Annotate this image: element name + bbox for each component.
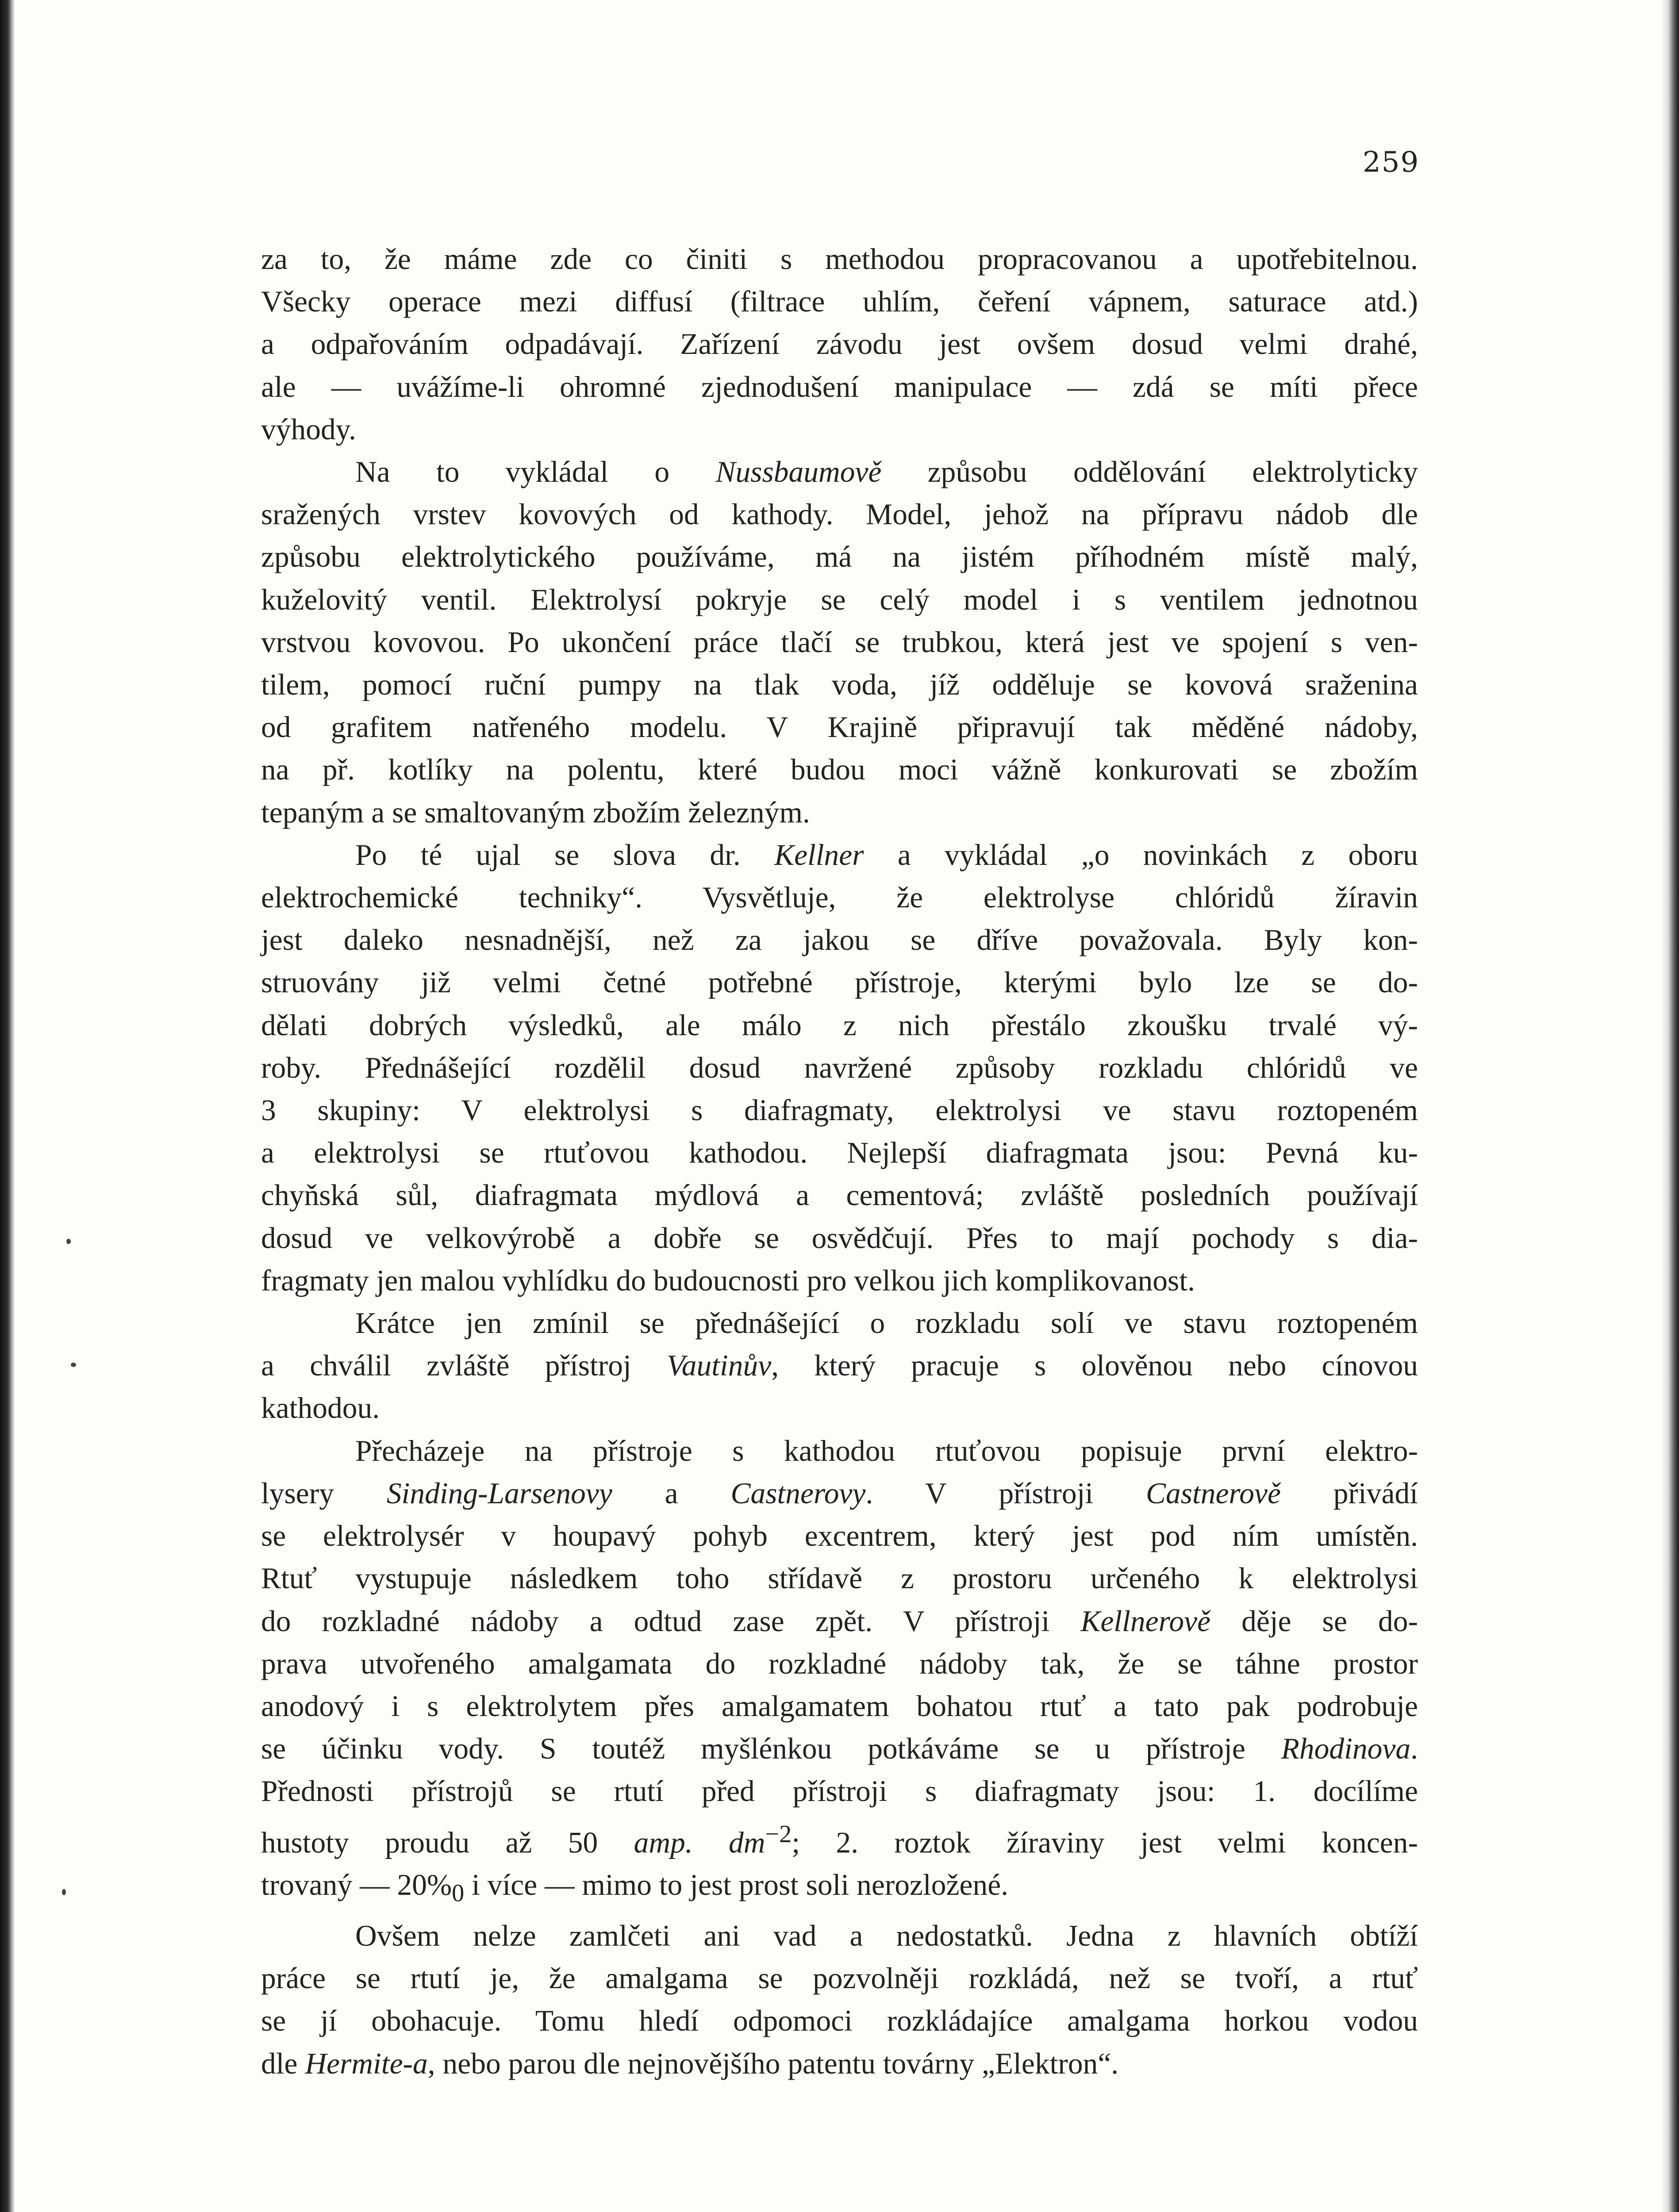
- text-line: [261, 876, 1418, 919]
- text-run: práce se rtutí je, že amalgama se pozvolněji rozkládá, než se tvoří, a rtuť: [261, 1962, 1418, 1995]
- text-run: se jí obohacuje. Tomu hledí odpomoci rozkládajíce amalgama horkou vodou: [261, 2004, 1418, 2038]
- text-run: Ovšem nelze zamlčeti ani vad a nedostatků. Jedna z hlavních obtíží: [355, 1919, 1418, 1952]
- text-run: dle: [261, 2047, 305, 2080]
- text-run: přivádí: [1280, 1476, 1418, 1510]
- text-run: chyňská sůl, diafragmata mýdlová a cementová; zvláště posledních používají: [261, 1179, 1418, 1212]
- text-run: Rtuť vystupuje následkem toho střídavě z prostoru určeného k elektrolysi: [261, 1562, 1418, 1595]
- text-line: [261, 493, 1418, 536]
- subscript: 0: [452, 1879, 465, 1907]
- italic-name: Sinding-Larsenovy: [386, 1476, 612, 1510]
- scan-speck: [66, 1239, 71, 1244]
- paragraph: [261, 1915, 1418, 2085]
- text-run: hustoty proudu až 50: [261, 1826, 634, 1859]
- paragraph: [261, 1302, 1418, 1430]
- text-run: se elektrolysér v houpavý pohyb excentrem, který jest pod ním umístěn.: [261, 1519, 1418, 1553]
- text-run: struovány již velmi četné potřebné přístroje, kterými bylo lze se do-: [261, 966, 1418, 999]
- text-line: [261, 1260, 1418, 1302]
- text-line: [261, 1344, 1418, 1387]
- text-run: tilem, pomocí ruční pumpy na tlak voda, jíž odděluje se kovová sraženina: [261, 668, 1418, 702]
- text-line: [261, 706, 1418, 749]
- text-line: [261, 366, 1418, 408]
- italic-name: Nussbaumově: [715, 455, 882, 489]
- text-line: [261, 1047, 1418, 1089]
- text-line: [261, 1217, 1418, 1260]
- text-line: [261, 1132, 1418, 1174]
- text-line: [261, 451, 1418, 493]
- text-run: roby. Přednášející rozdělil dosud navržené způsoby rozkladu chlóridů ve: [261, 1051, 1418, 1084]
- italic-name: Kellnerově: [1080, 1604, 1211, 1638]
- text-line: [261, 1813, 1418, 1864]
- italic-name: Hermite-a: [305, 2047, 428, 2080]
- text-run: .: [1410, 1732, 1418, 1766]
- text-run: a chválil zvláště přístroj: [261, 1349, 667, 1382]
- text-line: [261, 2000, 1418, 2042]
- text-run: ; 2. roztok žíraviny jest velmi koncen-: [791, 1826, 1418, 1859]
- text-line: [261, 1430, 1418, 1472]
- text-line: [261, 621, 1418, 664]
- text-line: [261, 1685, 1418, 1728]
- superscript: −2: [765, 1820, 792, 1848]
- text-line: [261, 1004, 1418, 1047]
- text-run: dělati dobrých výsledků, ale málo z nich přestálo zkoušku trvalé vý-: [261, 1008, 1418, 1042]
- text-run: prava utvořeného amalgamata do rozkladné nádoby tak, že se táhne prostor: [261, 1647, 1418, 1680]
- text-line: [261, 664, 1418, 706]
- text-line: [261, 1387, 1418, 1429]
- italic-name: amp. dm: [634, 1826, 765, 1859]
- text-line: [261, 834, 1418, 876]
- scan-speck: [62, 1889, 66, 1895]
- text-run: trovaný — 20%: [261, 1868, 452, 1902]
- text-run: a odpařováním odpadávají. Zařízení závodu jest ovšem dosud velmi drahé,: [261, 327, 1418, 361]
- text-run: i více — mimo to jest prost soli nerozložené.: [464, 1868, 1009, 1902]
- text-line: [261, 536, 1418, 578]
- text-run: od grafitem natřeného modelu. V Krajině připravují tak měděné nádoby,: [261, 710, 1418, 744]
- text-line: [261, 1957, 1418, 2000]
- text-line: [261, 238, 1418, 280]
- text-line: [261, 1089, 1418, 1132]
- text-run: lysery: [261, 1476, 387, 1510]
- body-text: [261, 238, 1418, 2085]
- text-line: [261, 579, 1418, 621]
- text-run: se účinku vody. S toutéž myšlénkou potkáváme se u přístroje: [261, 1732, 1281, 1766]
- italic-name: Castnerovy: [730, 1476, 866, 1510]
- text-run: výhody.: [261, 412, 356, 446]
- text-run: 3 skupiny: V elektrolysi s diafragmaty, elektrolysi ve stavu roztopeném: [261, 1094, 1418, 1127]
- text-run: a vykládal „o novinkách z oboru: [864, 838, 1418, 872]
- page-number: 259: [1363, 146, 1420, 179]
- text-line: [261, 1728, 1418, 1770]
- text-line: [261, 1643, 1418, 1685]
- text-line: [261, 1915, 1418, 1957]
- text-run: způsobu oddělování elektrolyticky: [881, 455, 1418, 489]
- text-run: kathodou.: [261, 1391, 380, 1425]
- text-line: [261, 1302, 1418, 1344]
- paragraph: [261, 451, 1418, 834]
- text-run: vrstvou kovovou. Po ukončení práce tlačí se trubkou, která jest ve spojení s ven-: [261, 625, 1418, 659]
- italic-name: Vautinův: [667, 1349, 772, 1382]
- text-line: [261, 749, 1418, 791]
- paragraph: [261, 834, 1418, 1302]
- text-run: do rozkladné nádoby a odtud zase zpět. V přístroji: [261, 1604, 1081, 1638]
- text-run: fragmaty jen malou vyhlídku do budoucnosti pro velkou jich komplikovanost.: [261, 1263, 1195, 1297]
- paper-edge: [1661, 0, 1679, 2212]
- text-line: [261, 1770, 1418, 1813]
- text-line: [261, 791, 1418, 834]
- scan-speck: [71, 1363, 76, 1367]
- text-line: [261, 1864, 1418, 1915]
- text-line: [261, 280, 1418, 323]
- text-run: za to, že máme zde co činiti s methodou propracovanou a upotřebitelnou.: [261, 242, 1418, 276]
- text-run: sražených vrstev kovových od kathody. Model, jehož na přípravu nádob dle: [261, 498, 1418, 531]
- text-line: [261, 1515, 1418, 1557]
- text-line: [261, 2043, 1418, 2085]
- text-line: [261, 1557, 1418, 1600]
- text-run: a elektrolysi se rtuťovou kathodou. Nejlepší diafragmata jsou: Pevná ku-: [261, 1136, 1418, 1170]
- text-run: Přecházeje na přístroje s kathodou rtuťovou popisuje první elektro-: [355, 1434, 1418, 1467]
- paragraph: [261, 238, 1418, 451]
- text-run: jest daleko nesnadnější, než za jakou se dříve považovala. Byly kon-: [261, 923, 1418, 957]
- text-run: děje se do-: [1210, 1604, 1418, 1638]
- text-line: [261, 919, 1418, 961]
- text-run: , nebo parou dle nejnovějšího patentu továrny „Elektron“.: [427, 2047, 1119, 2080]
- italic-name: Kellner: [774, 838, 864, 872]
- text-run: elektrochemické techniky“. Vysvětluje, že elektrolyse chlóridů žíravin: [261, 881, 1418, 914]
- italic-name: Rhodinova: [1281, 1732, 1411, 1766]
- text-run: . V přístroji: [865, 1476, 1146, 1510]
- paragraph: [261, 1430, 1418, 1915]
- text-run: dosud ve velkovýrobě a dobře se osvědčují. Přes to mají pochody s dia-: [261, 1221, 1418, 1255]
- text-line: [261, 961, 1418, 1004]
- text-run: ale — uvážíme-li ohromné zjednodušení manipulace — zdá se míti přece: [261, 370, 1418, 403]
- text-run: na př. kotlíky na polentu, které budou moci vážně konkurovati se zbožím: [261, 753, 1418, 787]
- italic-name: Castnerově: [1146, 1476, 1281, 1510]
- binding-edge: [0, 0, 15, 2212]
- text-line: [261, 323, 1418, 365]
- text-run: způsobu elektrolytického používáme, má na jistém příhodném místě malý,: [261, 540, 1418, 574]
- text-line: [261, 408, 1418, 451]
- text-run: tepaným a se smaltovaným zbožím železným.: [261, 795, 810, 829]
- text-run: kuželovitý ventil. Elektrolysí pokryje se celý model i s ventilem jednotnou: [261, 583, 1418, 616]
- text-line: [261, 1174, 1418, 1217]
- text-line: [261, 1600, 1418, 1643]
- text-run: a: [612, 1476, 731, 1510]
- text-run: Na to vykládal o: [355, 455, 716, 489]
- text-run: , který pracuje s olověnou nebo cínovou: [771, 1349, 1418, 1382]
- text-run: Přednosti přístrojů se rtutí před přístroji s diafragmaty jsou: 1. docílíme: [261, 1774, 1418, 1808]
- text-line: [261, 1472, 1418, 1515]
- text-run: Krátce jen zmínil se přednášející o rozkladu solí ve stavu roztopeném: [355, 1306, 1418, 1340]
- text-run: Po té ujal se slova dr.: [355, 838, 775, 872]
- text-run: Všecky operace mezi diffusí (filtrace uhlím, čeření vápnem, saturace atd.): [261, 285, 1418, 319]
- text-run: anodový i s elektrolytem přes amalgamatem bohatou rtuť a tato pak podrobuje: [261, 1689, 1418, 1723]
